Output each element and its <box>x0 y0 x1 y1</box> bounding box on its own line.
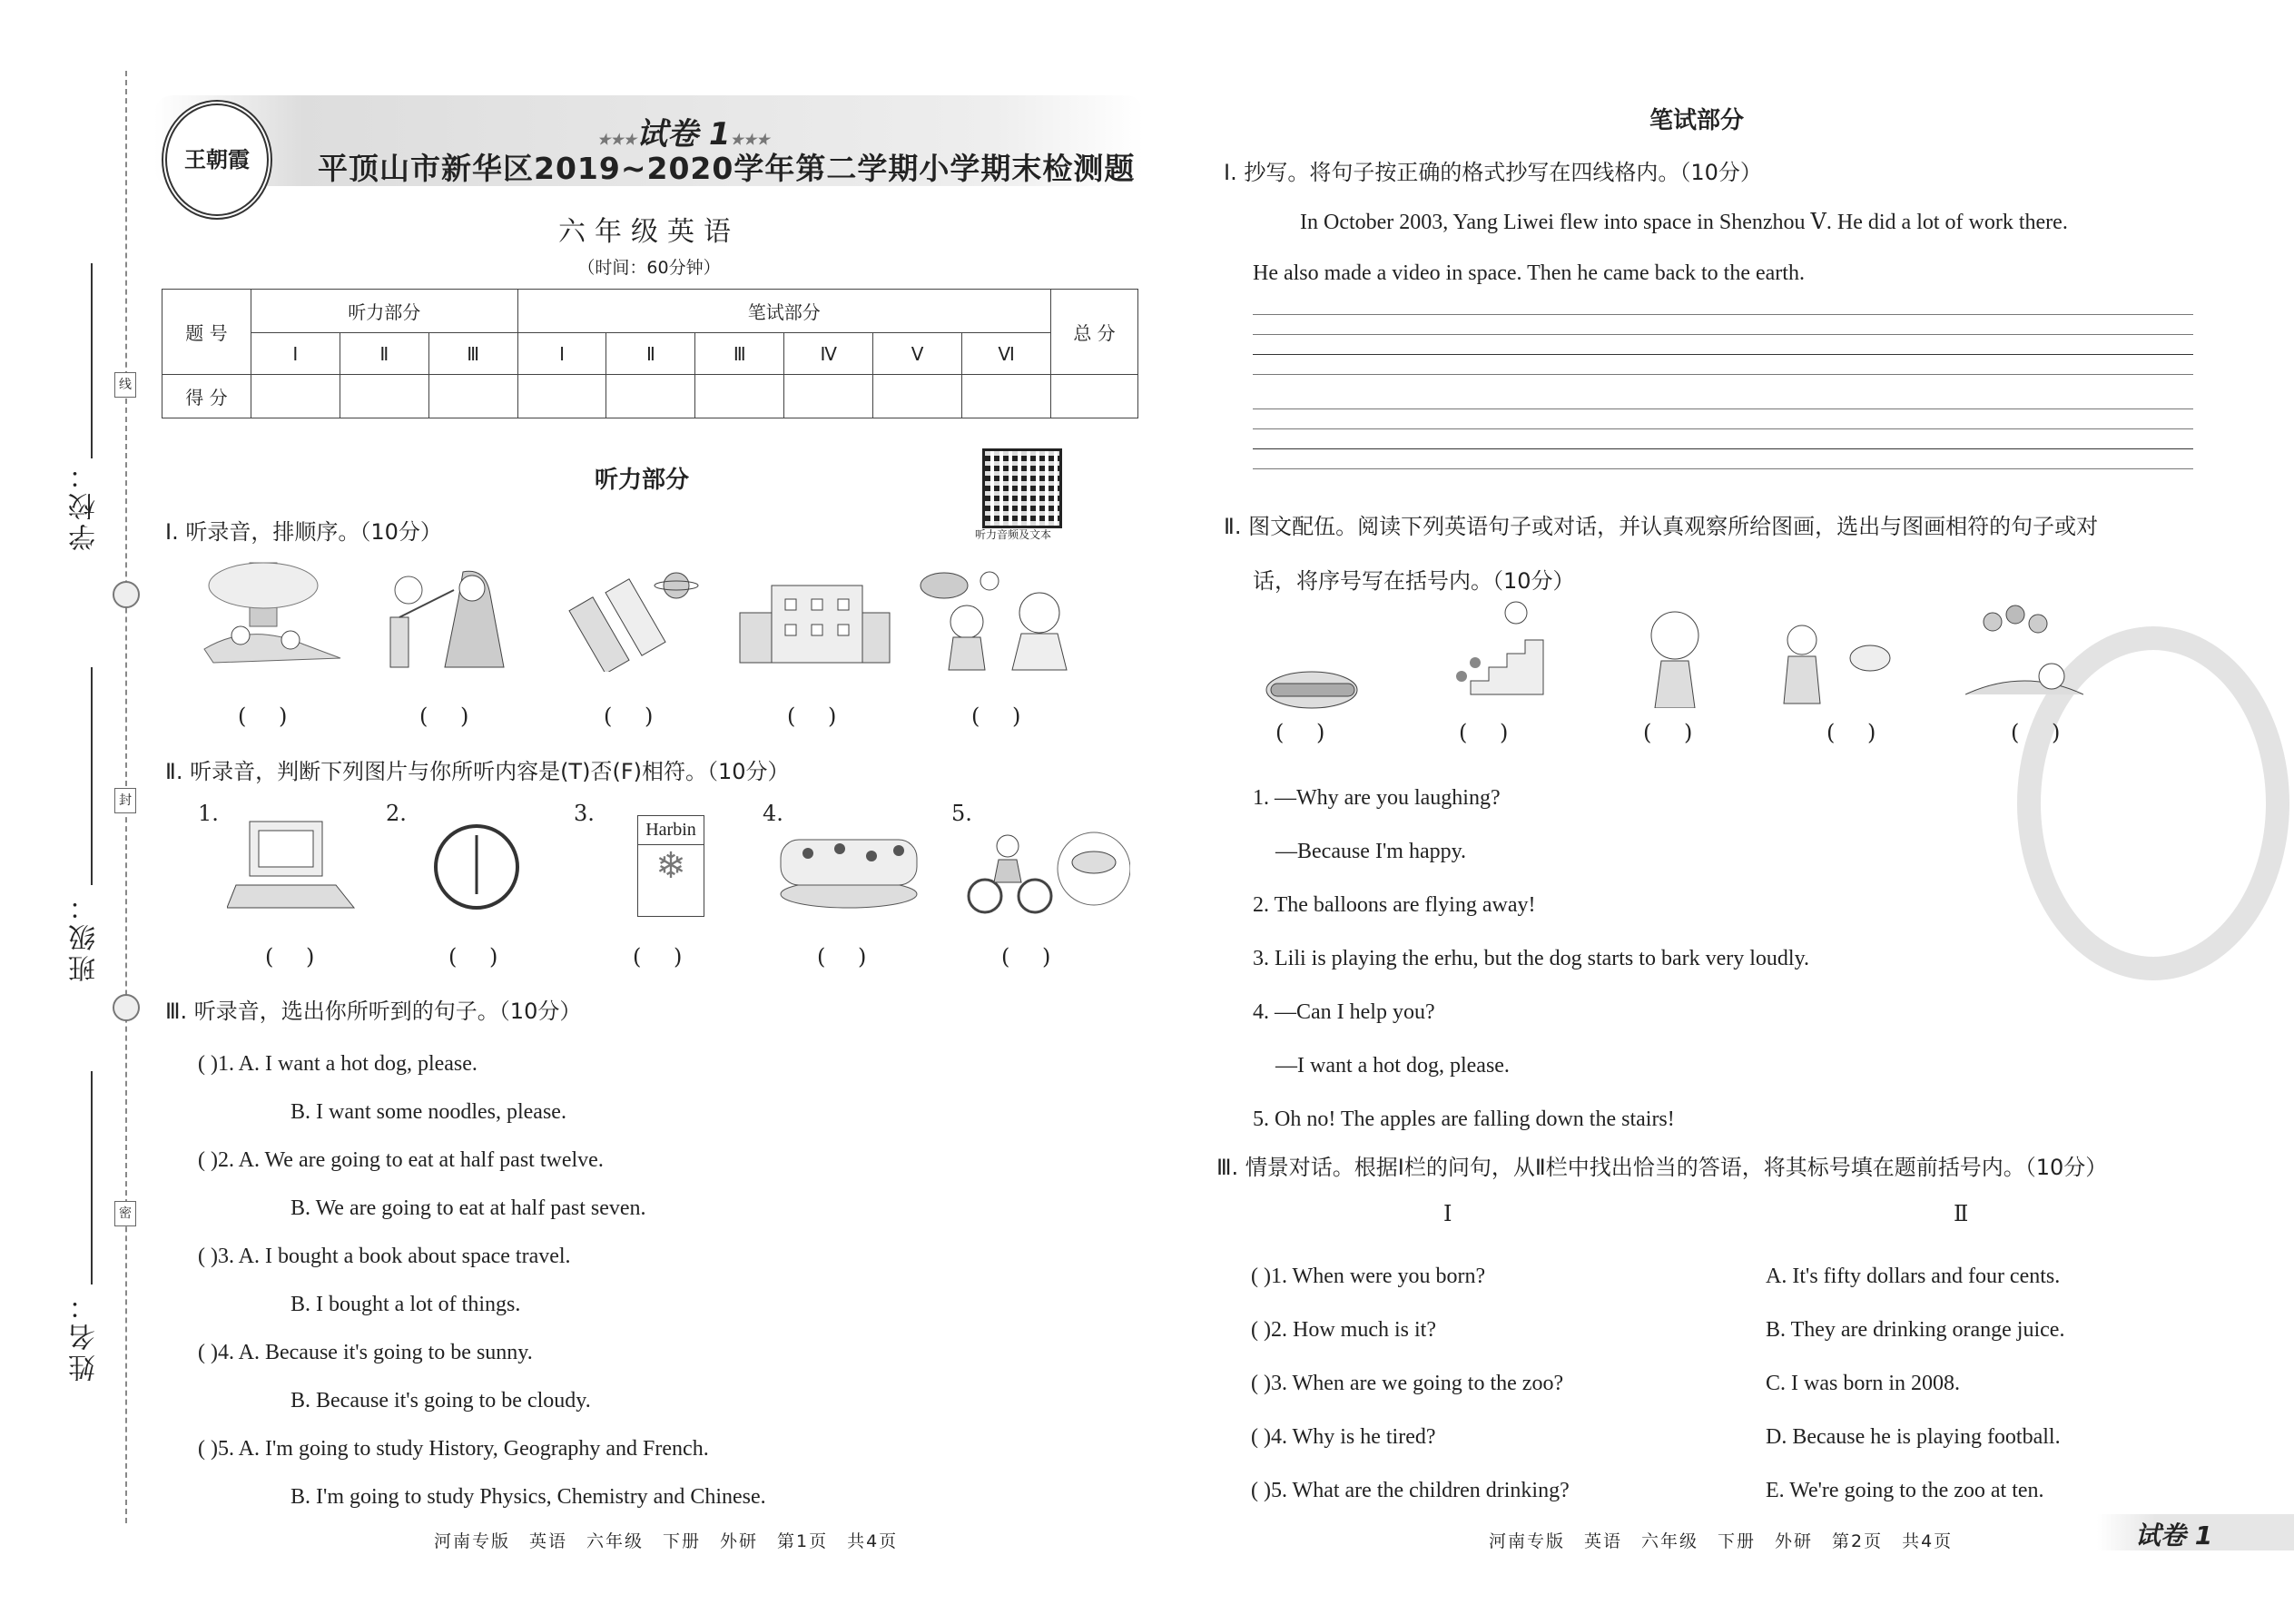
margin-mark-secret: 密 <box>114 1201 136 1226</box>
item-number: 5. <box>951 801 972 826</box>
list-item: B. I'm going to study Physics, Chemistry and Chinese. <box>290 1485 766 1509</box>
exam-title: 平顶山市新华区2019~2020学年第二学期小学期末检测题 <box>318 151 1136 186</box>
answer-bracket[interactable]: ( ) <box>198 1437 218 1461</box>
listen-col-1: Ⅰ <box>251 333 340 375</box>
copy-sentence-line1: In October 2003, Yang Liwei flew into space in Shenzhou Ⅴ. He did a lot of work there. <box>1300 211 2068 234</box>
subject-title: 六年级英语 <box>558 216 740 248</box>
picture-boy-bike-rain <box>967 828 1130 919</box>
list-item: 4. —Can I help you? <box>1253 1000 1435 1024</box>
answer-bracket[interactable]: ( ) <box>265 944 328 969</box>
answer-bracket[interactable]: ( ) <box>971 704 1034 729</box>
name-label: 姓名： <box>69 1289 101 1382</box>
list-item: ( )2. A. We are going to eat at half past twelve. <box>198 1148 604 1172</box>
total-header: 总 分 <box>1051 290 1138 375</box>
list-item: 3. Lili is playing the erhu, but the dog starts to bark very loudly. <box>1253 947 1810 970</box>
answer-bracket[interactable]: ( ) <box>419 704 482 729</box>
list-item: ( )3. When are we going to the zoo? <box>1251 1372 1564 1395</box>
picture-computer <box>227 817 359 917</box>
score-cell[interactable] <box>606 375 695 418</box>
answer-bracket[interactable]: ( ) <box>198 1245 218 1268</box>
publisher-logo <box>162 100 272 220</box>
writing-title: 笔试部分 <box>1649 107 1745 134</box>
answer-bracket[interactable]: ( ) <box>817 944 880 969</box>
picture-girl-laughing <box>1639 608 1711 708</box>
four-line-grid[interactable] <box>1253 468 2193 469</box>
picture-school-building <box>735 563 894 672</box>
footer-left: 河南专版 英语 六年级 下册 外研 第1页 共4页 <box>434 1531 899 1551</box>
write-s2-title-line1: Ⅱ. 图文配伍。阅读下列英语句子或对话，并认真观察所给图画，选出与图画相符的句子或对 <box>1224 514 2099 539</box>
exam-badge: ★★★试卷 1★★★ <box>597 116 770 153</box>
answer-bracket[interactable]: ( ) <box>1251 1425 1271 1449</box>
write-s2-title-line2: 话，将序号写在括号内。（10分） <box>1253 568 1575 594</box>
list-item: ( )2. How much is it? <box>1251 1318 1436 1342</box>
clock-icon <box>431 822 522 912</box>
four-line-grid[interactable] <box>1253 428 2193 429</box>
list-item: 5. Oh no! The apples are falling down the stairs! <box>1253 1107 1675 1131</box>
list-item: —Because I'm happy. <box>1275 840 1467 863</box>
item-number: 4. <box>763 801 783 826</box>
listen-s3-title: Ⅲ. 听录音，选出你所听到的句子。（10分） <box>165 999 582 1024</box>
column-header-2: Ⅱ <box>1954 1203 1969 1226</box>
list-item: B. Because it's going to be cloudy. <box>290 1389 591 1412</box>
answer-bracket[interactable]: ( ) <box>1826 720 1889 745</box>
answer-bracket[interactable]: ( ) <box>198 1148 218 1172</box>
four-line-grid[interactable] <box>1253 354 2193 355</box>
answer-bracket[interactable]: ( ) <box>604 704 666 729</box>
write-s1-title: Ⅰ. 抄写。将句子按正确的格式抄写在四线格内。（10分） <box>1224 160 1762 185</box>
write-col-3: Ⅲ <box>695 333 784 375</box>
margin-hole-icon <box>113 994 140 1021</box>
list-item: A. It's fifty dollars and four cents. <box>1766 1265 2061 1288</box>
name-fill-line[interactable] <box>91 1071 93 1284</box>
write-col-6: Ⅵ <box>962 333 1051 375</box>
total-score-cell[interactable] <box>1051 375 1138 418</box>
score-cell[interactable] <box>517 375 606 418</box>
answer-bracket[interactable]: ( ) <box>1643 720 1706 745</box>
answer-bracket[interactable]: ( ) <box>198 1052 218 1076</box>
list-item: ( )5. What are the children drinking? <box>1251 1479 1570 1502</box>
write-col-1: Ⅰ <box>517 333 606 375</box>
listen-col-2: Ⅱ <box>340 333 428 375</box>
picture-cows-pond <box>772 822 926 912</box>
score-table <box>162 289 1138 418</box>
picture-princess-telephone <box>372 563 531 676</box>
listen-s3-list <box>198 1040 766 1521</box>
picture-picnic-tree <box>195 558 354 667</box>
list-item: C. I was born in 2008. <box>1766 1372 1960 1395</box>
class-label: 班级： <box>69 890 101 982</box>
picture-balloons <box>1965 604 2083 704</box>
margin-mark-line: 线 <box>114 372 136 398</box>
score-cell[interactable] <box>873 375 962 418</box>
column-header-1: Ⅰ <box>1443 1203 1452 1226</box>
listening-title: 听力部分 <box>595 467 690 494</box>
margin-hole-icon <box>113 581 140 608</box>
answer-bracket[interactable]: ( ) <box>448 944 511 969</box>
row-label-score: 得 分 <box>162 375 251 418</box>
class-fill-line[interactable] <box>91 667 93 885</box>
list-item: E. We're going to the zoo at ten. <box>1766 1479 2044 1502</box>
school-label: 学校： <box>69 458 101 551</box>
answer-bracket[interactable]: ( ) <box>1251 1479 1271 1502</box>
picture-match-sentences <box>1253 772 1809 1147</box>
qr-code-icon[interactable] <box>982 448 1062 528</box>
item-number: 1. <box>198 801 219 826</box>
answer-bracket[interactable]: ( ) <box>198 1341 218 1364</box>
harbin-card <box>637 815 704 917</box>
answer-bracket[interactable]: ( ) <box>787 704 850 729</box>
item-number: 2. <box>386 801 407 826</box>
four-line-grid[interactable] <box>1253 374 2193 375</box>
margin-mark-seal: 封 <box>114 788 136 813</box>
score-cell[interactable] <box>784 375 873 418</box>
answer-bracket[interactable]: ( ) <box>1251 1265 1271 1288</box>
star-icon: ★★★ <box>597 131 637 148</box>
score-cell[interactable] <box>695 375 784 418</box>
four-line-grid[interactable] <box>1253 334 2193 335</box>
publisher-name: 王朝霞 <box>184 147 250 172</box>
listen-col-3: Ⅲ <box>428 333 517 375</box>
score-cell[interactable] <box>340 375 428 418</box>
four-line-grid[interactable] <box>1253 448 2193 449</box>
picture-girl-erhu-dog <box>1775 622 1897 708</box>
answer-bracket[interactable]: ( ) <box>1459 720 1521 745</box>
picture-hot-dog <box>1262 658 1362 722</box>
answer-column <box>1766 1250 2064 1518</box>
answer-bracket[interactable]: ( ) <box>633 944 695 969</box>
four-line-grid[interactable] <box>1253 314 2193 315</box>
footer-badge: 试卷 1 <box>2135 1521 2213 1550</box>
list-item: 2. The balloons are flying away! <box>1253 893 1536 917</box>
answer-bracket[interactable]: ( ) <box>1275 720 1338 745</box>
time-limit: （时间：60分钟） <box>577 258 721 278</box>
footer-right: 河南专版 英语 六年级 下册 外研 第2页 共4页 <box>1489 1531 1954 1551</box>
list-item: B. We are going to eat at half past seven. <box>290 1196 646 1220</box>
row-label-question-number: 题 号 <box>162 290 251 375</box>
listening-header: 听力部分 <box>251 290 517 333</box>
list-item: ( )1. A. I want a hot dog, please. <box>198 1052 478 1076</box>
list-item: B. I want some noodles, please. <box>290 1100 566 1124</box>
score-cell[interactable] <box>962 375 1051 418</box>
school-fill-line[interactable] <box>91 263 93 458</box>
four-line-grid[interactable] <box>1253 408 2193 409</box>
picture-space-station <box>567 563 704 672</box>
item-number: 3. <box>574 801 595 826</box>
question-column <box>1251 1250 1570 1518</box>
write-col-2: Ⅱ <box>606 333 695 375</box>
picture-girls-weather <box>917 563 1085 672</box>
list-item: ( )4. A. Because it's going to be sunny. <box>198 1341 533 1364</box>
list-item: 1. —Why are you laughing? <box>1253 786 1501 810</box>
score-cell[interactable] <box>428 375 517 418</box>
answer-bracket[interactable]: ( ) <box>1251 1318 1271 1342</box>
answer-bracket[interactable]: ( ) <box>1251 1372 1271 1395</box>
list-item: —I want a hot dog, please. <box>1275 1054 1510 1078</box>
write-col-4: Ⅳ <box>784 333 873 375</box>
write-col-5: Ⅴ <box>873 333 962 375</box>
list-item: B. I bought a lot of things. <box>290 1293 521 1316</box>
qr-caption: 听力音频及文本 <box>975 528 1052 541</box>
copy-sentence-line2: He also made a video in space. Then he came back to the earth. <box>1253 261 1805 285</box>
list-item: ( )5. A. I'm going to study History, Geography and French. <box>198 1437 709 1461</box>
answer-bracket[interactable]: ( ) <box>2011 720 2073 745</box>
snowflake-icon: ❄ <box>655 845 686 887</box>
picture-apples-stairs <box>1434 595 1552 704</box>
list-item: D. Because he is playing football. <box>1766 1425 2061 1449</box>
write-s3-title: Ⅲ. 情景对话。根据Ⅰ栏的问句，从Ⅱ栏中找出恰当的答语，将其标号填在题前括号内。（10分） <box>1216 1155 2108 1180</box>
list-item: ( )3. A. I bought a book about space travel. <box>198 1245 571 1268</box>
score-cell[interactable] <box>251 375 340 418</box>
answer-bracket[interactable]: ( ) <box>1001 944 1064 969</box>
answer-bracket[interactable]: ( ) <box>238 704 300 729</box>
star-icon: ★★★ <box>730 131 770 148</box>
list-item: B. They are drinking orange juice. <box>1766 1318 2065 1342</box>
listen-s2-title: Ⅱ. 听录音，判断下列图片与你所听内容是(T)否(F)相符。（10分） <box>165 759 790 784</box>
harbin-label: Harbin <box>638 816 704 845</box>
listen-s1-title: Ⅰ. 听录音，排顺序。（10分） <box>165 519 442 545</box>
writing-header: 笔试部分 <box>517 290 1050 333</box>
list-item: ( )1. When were you born? <box>1251 1265 1486 1288</box>
list-item: ( )4. Why is he tired? <box>1251 1425 1436 1449</box>
